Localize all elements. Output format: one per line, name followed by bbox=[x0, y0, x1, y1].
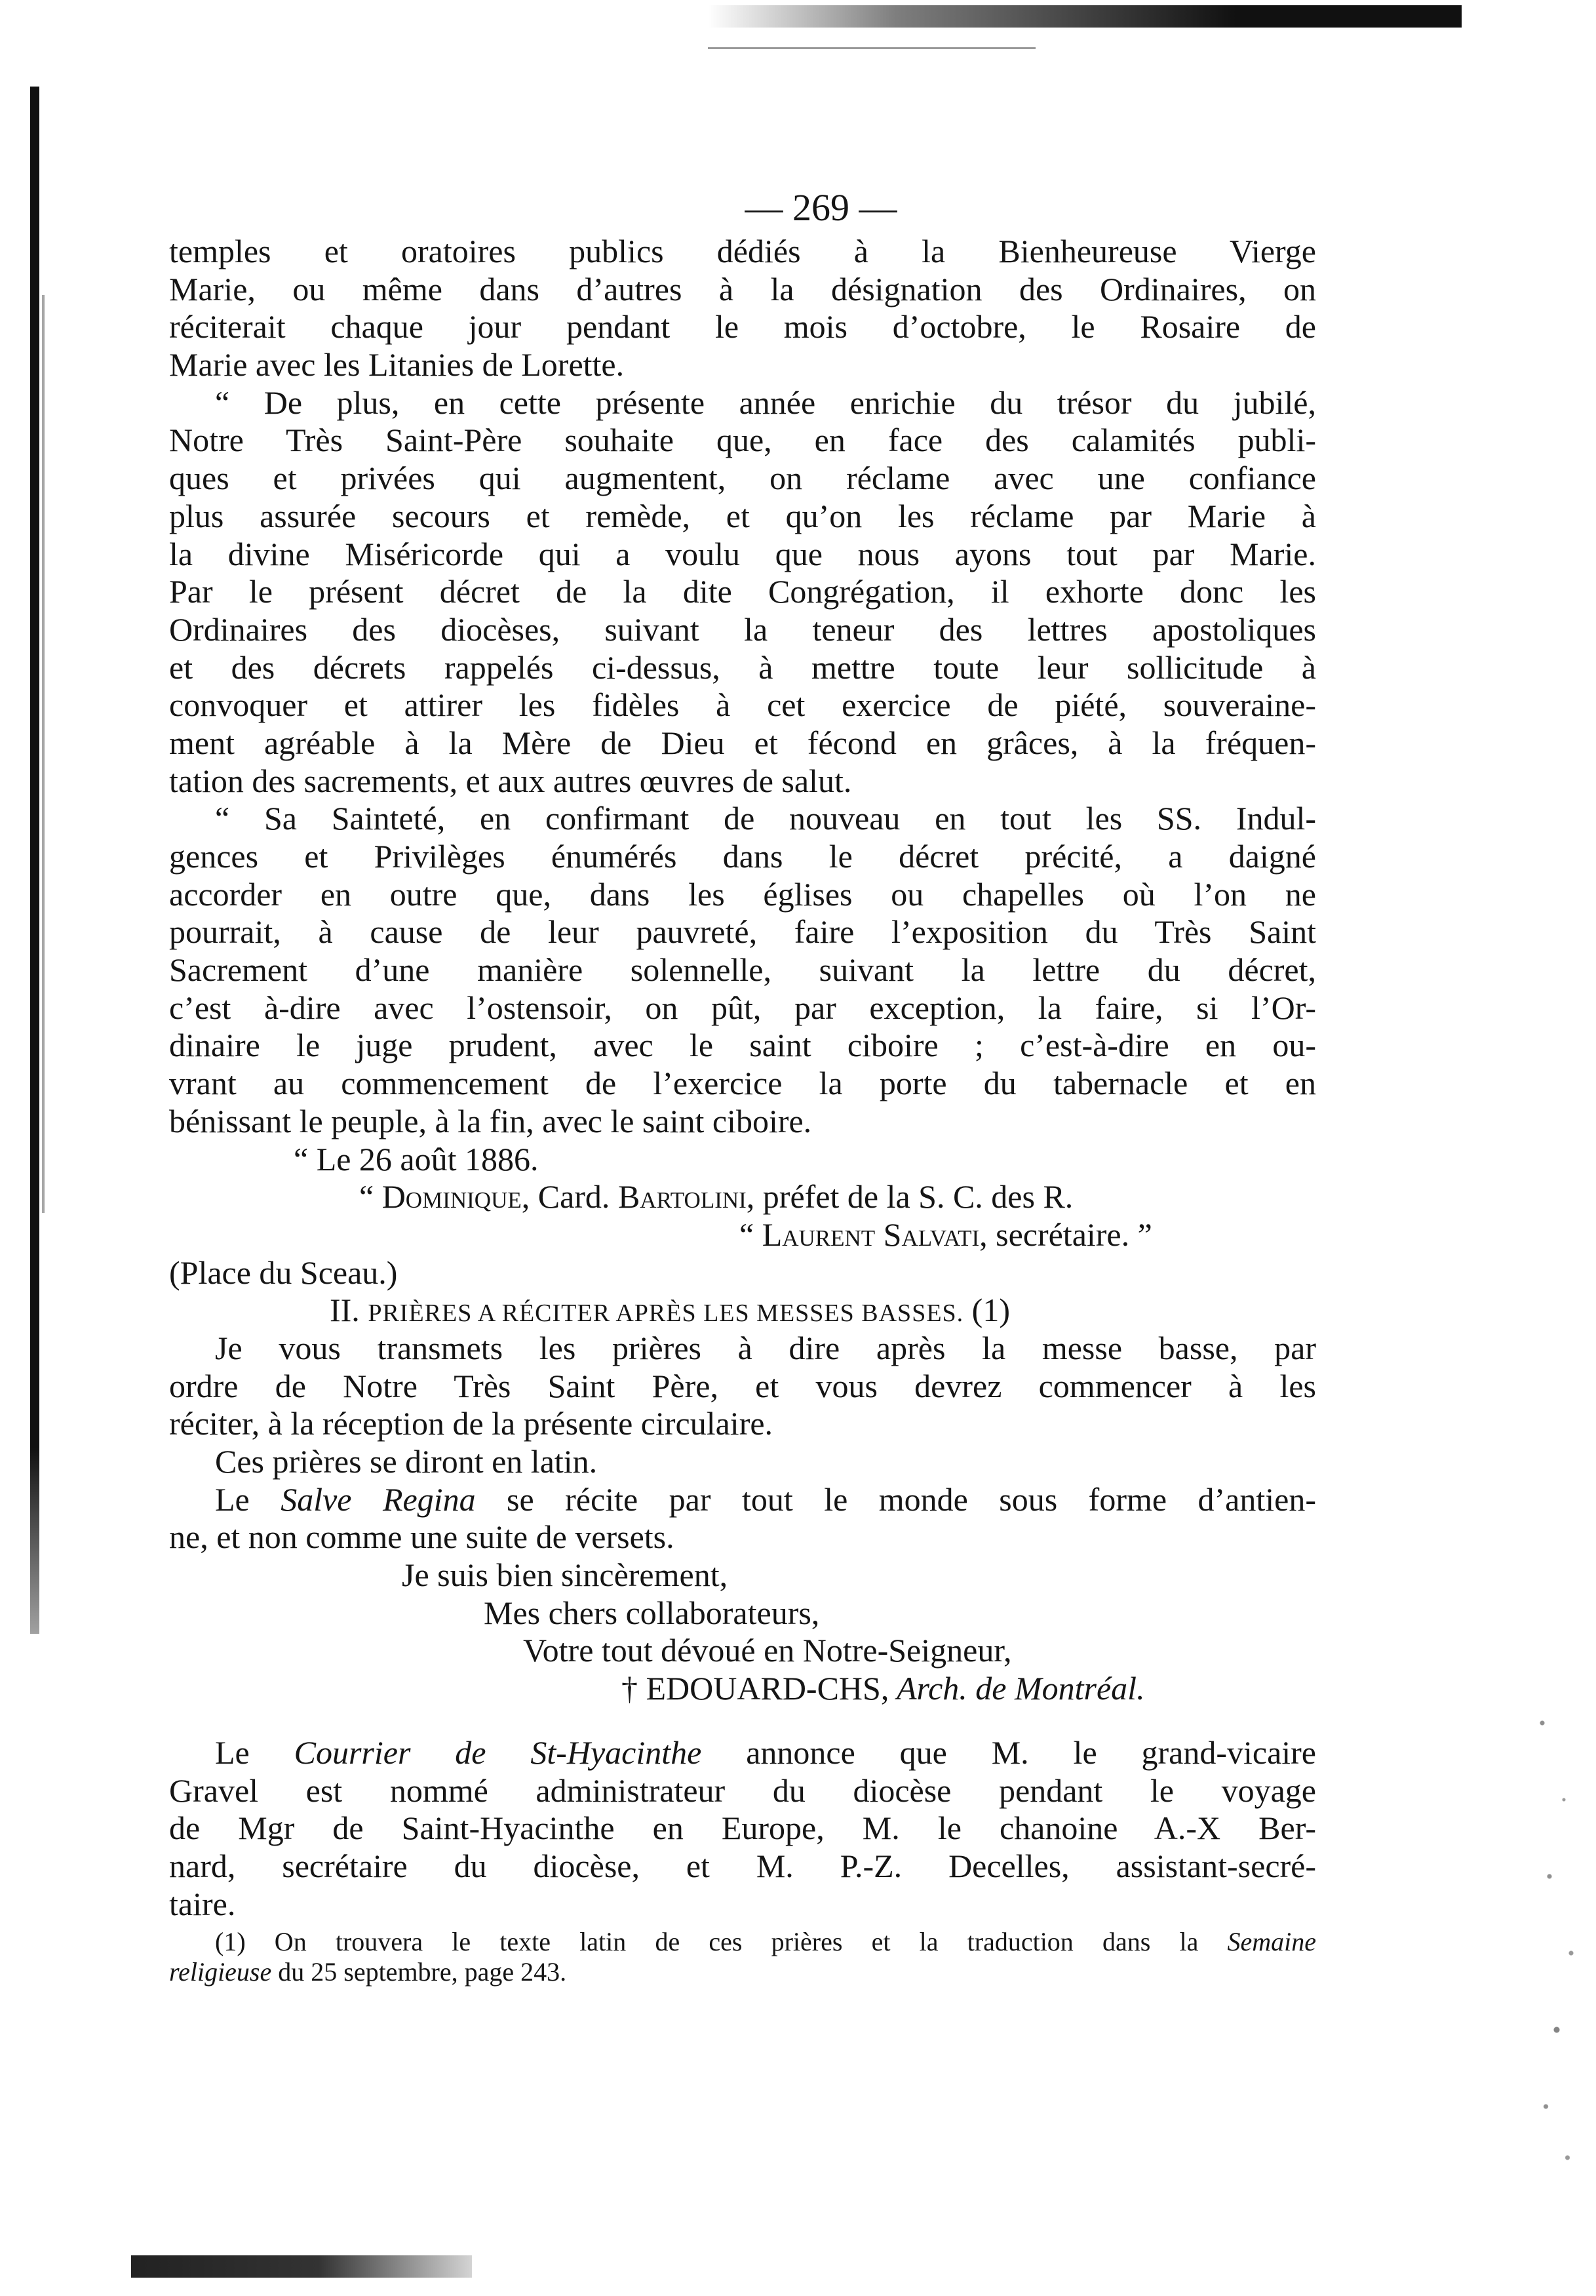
text-line: ment agréable à la Mère de Dieu et fécond en grâces, à la fréquen- bbox=[169, 724, 1316, 761]
paragraph-courrier bbox=[169, 1734, 1316, 1923]
scan-edge-left bbox=[30, 87, 39, 1634]
text-line: ques et privées qui augmentent, on réclame avec une confiance bbox=[169, 460, 1316, 497]
section-title: PRIÈRES A RÉCITER APRÈS LES MESSES BASSES. bbox=[368, 1299, 964, 1328]
text-line: Ordinaires des diocèses, suivant la teneur des lettres apostoliques bbox=[169, 610, 1316, 648]
footnote bbox=[169, 1927, 1316, 1987]
page-number-prefix: — bbox=[745, 186, 783, 229]
text-line: Je vous transmets les prières à dire après la messe basse, par bbox=[215, 1329, 1316, 1366]
signer-title: Arch. de Montréal. bbox=[889, 1670, 1145, 1707]
scan-edge-top-line bbox=[708, 47, 1036, 49]
signer-title: , préfet de la S. C. des R. bbox=[746, 1178, 1074, 1216]
text-line: vrant au commencement de l’exercice la porte du tabernacle et en bbox=[169, 1065, 1316, 1102]
cross-symbol: † bbox=[621, 1670, 646, 1707]
archbishop-signature bbox=[169, 1670, 1316, 1708]
signer-name: Bartolini bbox=[617, 1178, 747, 1216]
section-numeral: II. bbox=[330, 1292, 368, 1329]
footnote-ref: (1) bbox=[963, 1292, 1010, 1329]
text-line: pourrait, à cause de leur pauvreté, faire l’exposition du Très Saint bbox=[169, 913, 1316, 951]
text-line: réciter, à la réception de la présente circulaire. bbox=[169, 1405, 773, 1442]
paragraph-indulgences bbox=[169, 800, 1316, 1140]
text-line: c’est à-dire avec l’ostensoir, on pût, par exception, la faire, si l’Or- bbox=[169, 989, 1316, 1026]
text-run: annonce que M. le grand-vicaire bbox=[701, 1733, 1317, 1771]
scan-edge-top bbox=[708, 5, 1462, 28]
page-number-suffix: — bbox=[859, 186, 897, 229]
paragraph-prayers bbox=[169, 1330, 1316, 1443]
text-line: de Mgr de Saint-Hyacinthe en Europe, M. le chanoine A.-X Ber- bbox=[169, 1810, 1316, 1847]
text-line: ne, et non comme une suite de versets. bbox=[169, 1518, 674, 1556]
signer-name: Dominique bbox=[381, 1178, 522, 1216]
text-line: “ Sa Sainteté, en confirmant de nouveau en tout les SS. Indul- bbox=[215, 800, 1316, 837]
signer-rank: , Card. bbox=[521, 1178, 618, 1216]
section-heading bbox=[169, 1292, 1316, 1330]
text-line: temples et oratoires publics dédiés à la Bienheureuse Vierge bbox=[169, 233, 1316, 269]
text-line: Ces prières se diront en latin. bbox=[215, 1443, 598, 1480]
text-line: gences et Privilèges énumérés dans le décret précité, a daigné bbox=[169, 838, 1316, 875]
paragraph-rosary bbox=[169, 233, 1316, 384]
paragraph-jubilee bbox=[169, 384, 1316, 801]
text-run: du 25 septembre, page 243. bbox=[271, 1957, 567, 1987]
text-line: bénissant le peuple, à la fin, avec le saint ciboire. bbox=[169, 1102, 812, 1139]
footnote-line bbox=[169, 1957, 1316, 1987]
signer-name: EDOUARD-CHS, bbox=[646, 1670, 889, 1707]
text-line: nard, secrétaire du diocèse, et M. P.-Z. Decelles, assistant-secré- bbox=[169, 1847, 1316, 1884]
scan-edge-bottom bbox=[131, 2255, 472, 2278]
text-line: et des décrets rappelés ci-dessus, à mettre toute leur sollicitude à bbox=[169, 648, 1316, 686]
closing-line: Votre tout dévoué en Notre-Seigneur, bbox=[523, 1632, 1012, 1669]
text-run: se récite par tout le monde sous forme d’antien- bbox=[475, 1480, 1316, 1518]
italic-title: Salve Regina bbox=[281, 1480, 476, 1518]
spacer bbox=[169, 1708, 1316, 1734]
text-line bbox=[169, 1734, 1316, 1772]
scan-speckle-right bbox=[1521, 1672, 1593, 2183]
text-line: ordre de Notre Très Saint Père, et vous devrez commencer à les bbox=[169, 1367, 1316, 1404]
decree-date: “ Le 26 août 1886. bbox=[294, 1140, 539, 1178]
text-line: tation des sacrements, et aux autres œuvres de salut. bbox=[169, 762, 852, 799]
closing-line: Je suis bien sincèrement, bbox=[402, 1556, 728, 1594]
text-line: Sacrement d’une manière solennelle, suivant la lettre du décret, bbox=[169, 951, 1316, 989]
text-line: Gravel est nommé administrateur du diocèse pendant le voyage bbox=[169, 1771, 1316, 1809]
italic-title: religieuse bbox=[169, 1957, 272, 1987]
text-run: (1) On trouvera le texte latin de ces prières et la traduction dans la bbox=[215, 1927, 1228, 1957]
text-line: réciterait chaque jour pendant le mois d’octobre, le Rosaire de bbox=[169, 308, 1316, 346]
seal-note: (Place du Sceau.) bbox=[169, 1254, 398, 1291]
text-run: Le bbox=[215, 1480, 281, 1518]
signer-name: Laurent Salvati bbox=[762, 1216, 980, 1253]
quote-mark: “ bbox=[359, 1178, 382, 1216]
text-line: convoquer et attirer les fidèles à cet exercice de piété, souveraine- bbox=[169, 686, 1316, 724]
signer-title: , secrétaire. ” bbox=[979, 1216, 1152, 1253]
text-line: taire. bbox=[169, 1885, 236, 1922]
page-number-value: 269 bbox=[792, 186, 849, 229]
text-line: dinaire le juge prudent, avec le saint ciboire ; c’est-à-dire en ou- bbox=[169, 1027, 1316, 1064]
paragraph-salve-regina bbox=[169, 1481, 1316, 1556]
quote-mark: “ bbox=[739, 1216, 762, 1253]
signature-secretary bbox=[169, 1216, 1316, 1254]
text-line: Notre Très Saint-Père souhaite que, en face des calamités publi- bbox=[169, 422, 1316, 459]
page-body bbox=[169, 233, 1316, 1987]
text-line: plus assurée secours et remède, et qu’on les réclame par Marie à bbox=[169, 497, 1316, 534]
text-line: la divine Miséricorde qui a voulu que nous ayons tout par Marie. bbox=[169, 535, 1316, 572]
closing-block bbox=[169, 1556, 1316, 1708]
text-run: Le bbox=[215, 1733, 294, 1771]
text-line bbox=[169, 1481, 1316, 1519]
closing-line: Mes chers collaborateurs, bbox=[484, 1594, 820, 1631]
text-line: Par le présent décret de la dite Congrégation, il exhorte donc les bbox=[169, 573, 1316, 610]
scan-edge-left-thin bbox=[42, 295, 45, 1213]
text-line: accorder en outre que, dans les églises ou chapelles où l’on ne bbox=[169, 875, 1316, 913]
text-line: Marie avec les Litanies de Lorette. bbox=[169, 346, 625, 384]
text-line: “ De plus, en cette présente année enrichie du trésor du jubilé, bbox=[215, 384, 1316, 421]
italic-title: Semaine bbox=[1227, 1927, 1316, 1957]
page-number bbox=[0, 185, 1596, 231]
text-line: Marie, ou même dans d’autres à la désignation des Ordinaires, on bbox=[169, 270, 1316, 307]
signature-prefect bbox=[169, 1178, 1316, 1216]
italic-title: Courrier de St-Hyacinthe bbox=[294, 1733, 702, 1771]
footnote-line bbox=[169, 1927, 1316, 1957]
